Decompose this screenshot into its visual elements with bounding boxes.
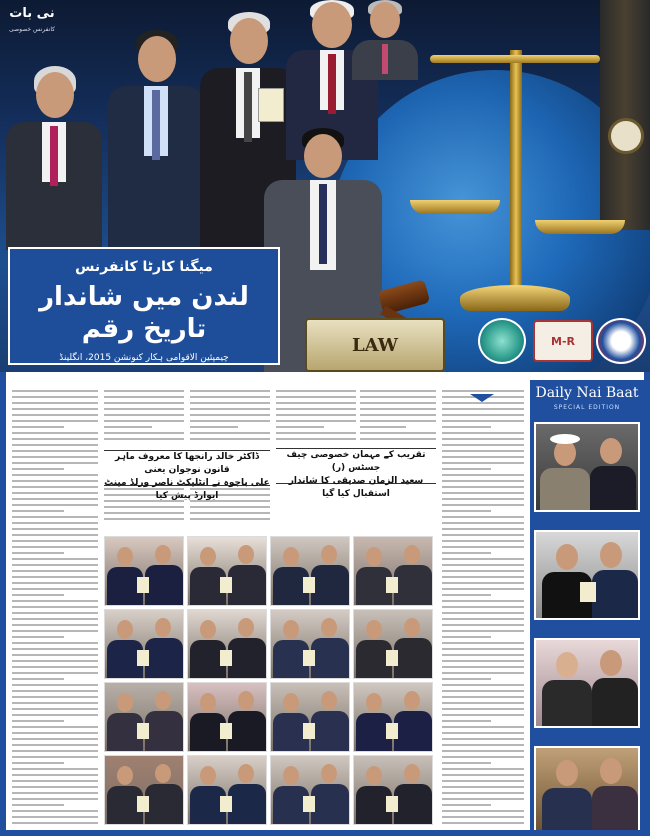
body-text-line [276,438,356,440]
banner-person-1 [6,60,102,250]
scale-pole [510,50,522,310]
scale-beam [430,55,600,63]
body-text-line [12,558,98,560]
body-text-line [190,420,270,422]
sidebar-photo-3 [534,638,640,728]
body-text-line [442,564,524,566]
body-text-line [12,516,98,518]
body-text-line [12,522,98,524]
body-text-line [360,426,406,428]
scale-base [460,285,570,311]
body-text-line [104,390,184,392]
body-text-line [12,456,98,458]
body-text-line [442,432,524,434]
body-text-line [442,798,524,800]
scale-pan-left [410,200,500,214]
body-text-line [442,426,491,428]
body-text-line [12,768,98,770]
body-text-line [12,756,98,758]
body-text-line [276,420,356,422]
body-text-line [442,534,524,536]
body-text-line [12,684,98,686]
body-text-line [12,792,98,794]
body-text-line [442,678,491,680]
event-photo [353,609,433,679]
banner-person-5 [352,0,418,80]
body-text-line [442,390,524,392]
body-text-line [442,660,524,662]
body-text-line [442,468,491,470]
body-text-line [12,636,64,638]
text-column-1 [12,390,98,830]
body-text-line [442,606,524,608]
body-text-line [442,672,524,674]
body-text-line [442,480,524,482]
body-text-line [442,600,524,602]
body-text-line [104,408,184,410]
logo-text: نی بات [9,6,55,21]
body-text-line [12,432,98,434]
body-text-line [360,390,436,392]
body-text-line [12,630,98,632]
body-text-line [442,768,524,770]
event-photo [187,609,267,679]
down-arrow-icon [470,394,494,402]
body-text-line [12,582,98,584]
body-text-line [190,512,270,514]
text-column-6 [442,390,524,830]
body-text-line [12,480,98,482]
body-text-line [360,438,436,440]
body-text-line [442,486,524,488]
body-text-line [12,588,98,590]
body-text-line [442,510,491,512]
body-text-line [12,600,98,602]
body-text-line [104,518,184,520]
body-text-line [442,636,491,638]
headline-mid-line-1: تقریب کے مہمان خصوصی چیف جسٹس (ر) [286,450,426,473]
body-text-line [12,570,98,572]
body-text-line [104,420,184,422]
body-text-line [12,678,64,680]
body-text-line [442,630,524,632]
body-text-line [442,618,524,620]
body-text-line [442,588,524,590]
body-text-line [12,510,64,512]
body-text-line [12,750,98,752]
body-text-line [104,512,184,514]
body-text-line [12,402,98,404]
body-text-line [12,408,98,410]
body-text-line [104,402,184,404]
event-photo [187,682,267,752]
body-text-line [12,690,98,692]
event-photo [187,536,267,606]
body-text-line [12,612,98,614]
event-photo [104,755,184,825]
body-text-line [442,780,524,782]
body-text-line [12,534,98,536]
event-photo [187,755,267,825]
event-photo [270,682,350,752]
body-text-line [104,438,184,440]
body-text-line [442,654,524,656]
mr-logo-badge: M-R [533,320,593,362]
body-text-line [360,420,436,422]
event-photo [104,609,184,679]
article-headline-middle [276,448,436,499]
body-text-line [12,528,98,530]
body-text-line [442,420,524,422]
body-text-line [442,612,524,614]
body-text-line [442,786,524,788]
body-text-line [12,498,98,500]
body-text-line [12,504,98,506]
body-text-line [442,594,491,596]
banner-footer: چیمپئین الاقوامی ہکار کنونشن 2015، انگلینڈ [59,353,229,363]
headline-left-line-2: علی باجوہ نے انٹلیکٹ ناصر ورلڈ مینٹ ایوارڈ پیش کیا [104,478,270,501]
body-text-line [442,576,524,578]
body-text-line [442,720,491,722]
sidebar-photo-4 [534,746,640,836]
body-text-line [442,774,524,776]
body-text-line [12,780,98,782]
event-photo [353,536,433,606]
body-text-line [276,390,356,392]
body-text-line [12,726,98,728]
body-text-line [442,792,524,794]
conference-logo-badge [596,318,646,364]
body-text-line [12,642,98,644]
body-text-line [360,432,436,434]
body-text-line [442,462,524,464]
body-text-line [190,390,270,392]
body-text-line [12,774,98,776]
body-text-line [12,714,98,716]
event-photo [353,755,433,825]
body-text-line [12,744,98,746]
body-text-line [442,546,524,548]
body-text-line [442,522,524,524]
body-text-line [360,408,436,410]
body-text-line [442,528,524,530]
article-page [0,372,650,836]
body-text-line [12,618,98,620]
body-text-line [360,402,436,404]
body-text-line [442,804,491,806]
body-text-line [442,726,524,728]
body-text-line [442,558,524,560]
body-text-line [12,738,98,740]
body-text-line [442,456,524,458]
body-text-line [442,402,524,404]
sidebar-title: Daily Nai Baat [535,385,639,401]
body-text-line [12,390,98,392]
body-text-line [12,462,98,464]
body-text-line [12,654,98,656]
body-text-line [104,506,184,508]
body-text-line [12,708,98,710]
body-text-line [12,444,98,446]
body-text-line [12,816,98,818]
body-text-line [190,408,270,410]
body-text-line [442,474,524,476]
body-text-line [442,552,491,554]
body-text-line [12,576,98,578]
body-text-line [12,810,98,812]
banner-headline: لندن میں شاندار تاریخ رقم [39,282,249,344]
body-text-line [442,492,524,494]
text-column-4 [276,390,356,448]
globe-logo-badge [478,318,526,364]
body-text-line [442,504,524,506]
body-text-line [442,690,524,692]
body-text-line [190,432,270,434]
body-text-line [442,408,524,410]
body-text-line [442,732,524,734]
body-text-line [190,506,270,508]
body-text-line [442,708,524,710]
body-text-line [360,396,436,398]
body-text-line [12,486,98,488]
event-photo [104,682,184,752]
headline-mid-line-2: سعید الزمان صدیقی کا شاندار استقبال کیا گیا [288,476,424,499]
body-text-line [442,762,491,764]
newspaper-logo [8,6,56,40]
body-text-line [442,696,524,698]
big-ben-tower [600,0,650,230]
body-text-line [442,822,524,824]
body-text-line [12,672,98,674]
body-text-line [104,414,184,416]
body-text-line [442,816,524,818]
banner-title-box [8,247,280,365]
body-text-line [12,732,98,734]
body-text-line [12,762,64,764]
body-text-line [276,402,356,404]
body-text-line [12,414,98,416]
banner-kicker: میگنا کارٹا کانفرنس [75,259,213,275]
body-text-line [12,804,64,806]
body-text-line [190,518,270,520]
event-photo [270,609,350,679]
headline-left-line-1: ڈاکٹر خالد رانجھا کا معروف ماہر قانون نوجوان یعنی [115,452,259,475]
scale-pan-right [535,220,625,234]
body-text-line [442,714,524,716]
body-text-line [12,438,98,440]
body-text-line [442,642,524,644]
article-headline-left [104,450,270,501]
law-book: LAW [305,318,445,372]
body-text-line [442,498,524,500]
body-text-line [442,570,524,572]
body-text-line [12,540,98,542]
body-text-line [276,432,356,434]
body-text-line [12,396,98,398]
body-text-line [276,426,324,428]
body-text-line [190,414,270,416]
body-text-line [442,702,524,704]
body-text-line [12,720,64,722]
body-text-line [12,648,98,650]
body-text-line [12,666,98,668]
body-text-line [190,396,270,398]
body-text-line [12,606,98,608]
body-text-line [442,516,524,518]
hero-banner [0,0,650,372]
banner-person-2 [108,30,204,250]
event-photo [270,755,350,825]
body-text-line [276,408,356,410]
body-text-line [12,702,98,704]
body-text-line [442,666,524,668]
body-text-line [442,450,524,452]
event-photo [104,536,184,606]
body-text-line [276,396,356,398]
body-text-line [12,564,98,566]
body-text-line [190,426,238,428]
logo-subtext: کانفرنس خصوصی [8,26,56,33]
body-text-line [104,432,184,434]
body-text-line [12,660,98,662]
photo-grid [104,536,434,831]
body-text-line [12,492,98,494]
body-text-line [442,414,524,416]
body-text-line [190,402,270,404]
event-photo [270,536,350,606]
body-text-line [442,438,524,440]
body-text-line [442,624,524,626]
body-text-line [12,426,64,428]
body-text-line [12,798,98,800]
body-text-line [12,420,98,422]
body-text-line [12,594,64,596]
sidebar [530,380,644,836]
body-text-line [442,756,524,758]
body-text-line [442,750,524,752]
body-text-line [442,738,524,740]
body-text-line [12,450,98,452]
body-text-line [276,414,356,416]
body-text-line [442,648,524,650]
body-text-line [442,582,524,584]
body-text-line [360,414,436,416]
event-photo [353,682,433,752]
body-text-line [12,624,98,626]
body-text-line [442,540,524,542]
body-text-line [442,684,524,686]
body-text-line [442,810,524,812]
sidebar-photo-2 [534,530,640,620]
text-column-5 [360,390,436,448]
body-text-line [12,474,98,476]
body-text-line [442,444,524,446]
body-text-line [12,696,98,698]
clock-face [608,118,644,154]
body-text-line [12,468,64,470]
sidebar-subtitle: SPECIAL EDITION [553,404,621,411]
body-text-line [12,786,98,788]
body-text-line [104,396,184,398]
body-text-line [190,438,270,440]
body-text-line [104,426,152,428]
body-text-line [12,546,98,548]
body-text-line [12,552,64,554]
body-text-line [12,822,98,824]
sidebar-photo-1 [534,422,640,512]
body-text-line [442,744,524,746]
